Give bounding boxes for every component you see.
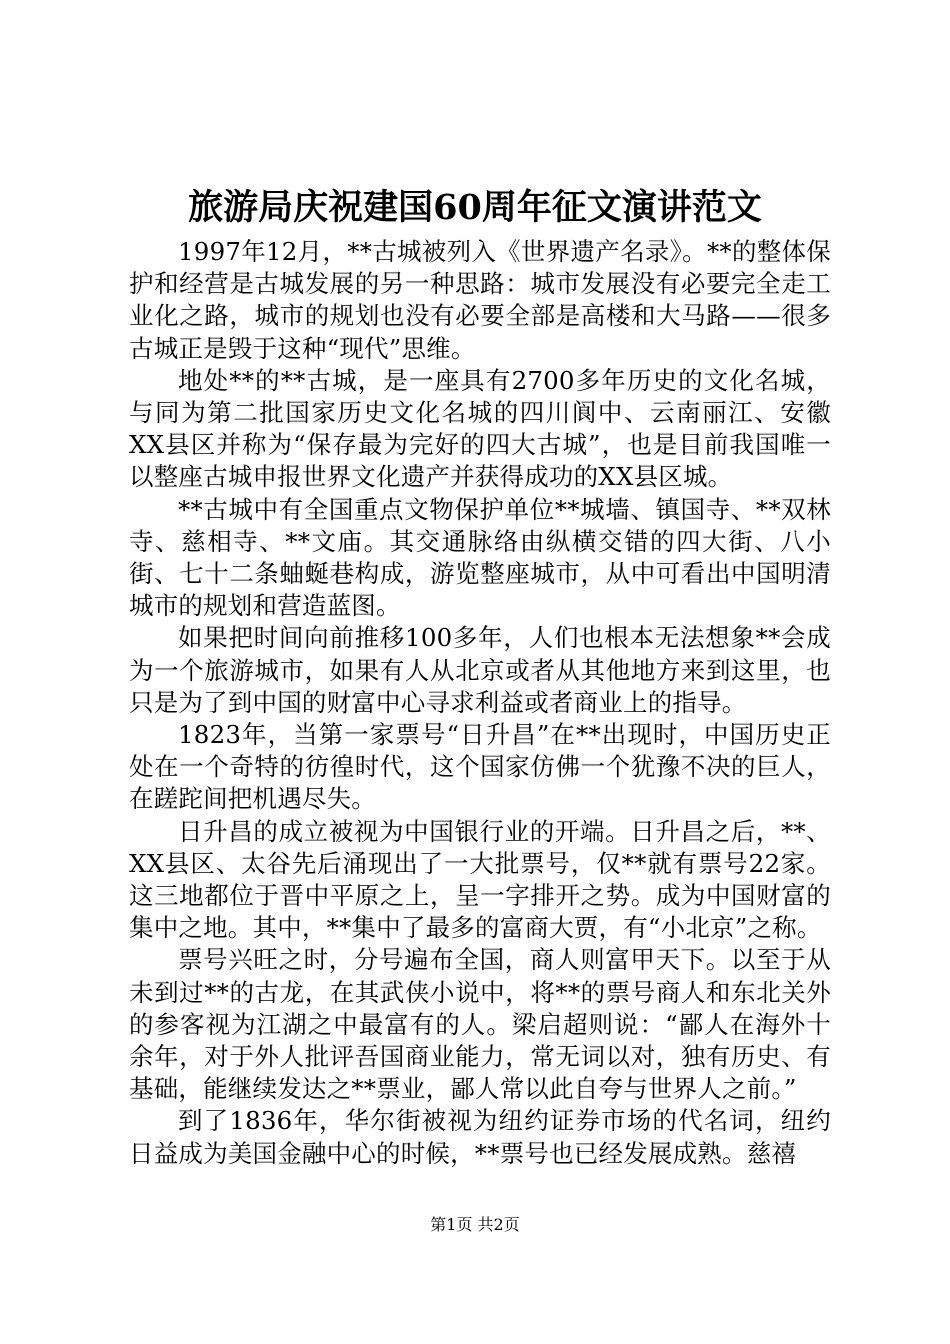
paragraph: 日升昌的成立被视为中国银行业的开端。日升昌之后，**、XX县区、太谷先后涌现出了一大批票号，仅**就有票号22家。这三地都位于晋中平原之上，呈一字排开之势。成为中国财富的集中之地。其中，**集中了最多的富商大贾，有“小北京”之称。	[129, 816, 831, 943]
paragraph: **古城中有全国重点文物保护单位**城墙、镇国寺、**双林寺、慈相寺、**文庙。其交通脉络由纵横交错的四大街、八小街、七十二条蚰蜒巷构成，游览整座城市，从中可看出中国明清城市的规划和营造蓝图。	[129, 494, 831, 621]
paragraph: 1823年，当第一家票号“日升昌”在**出现时，中国历史正处在一个奇特的彷徨时代，这个国家仿佛一个犹豫不决的巨人，在蹉跎间把机遇尽失。	[129, 720, 831, 814]
paragraph: 地处**的**古城，是一座具有2700多年历史的文化名城，与同为第二批国家历史文化名城的四川阆中、云南丽江、安徽XX县区并称为“保存最为完好的四大古城”，也是目前我国唯一以整座古城申报世界文化遗产并获得成功的XX县区城。	[129, 365, 831, 492]
page-footer: 第1页 共2页	[430, 1215, 520, 1234]
paragraph: 如果把时间向前推移100多年，人们也根本无法想象**会成为一个旅游城市，如果有人从北京或者从其他地方来到这里，也只是为了到中国的财富中心寻求利益或者商业上的指导。	[129, 623, 831, 717]
paragraph: 1997年12月，**古城被列入《世界遗产名录》。**的整体保护和经营是古城发展的另一种思路：城市发展没有必要完全走工业化之路，城市的规划也没有必要全部是高楼和大马路——很多古城正是毁于这种“现代”思维。	[129, 237, 831, 363]
paragraph: 票号兴旺之时，分号遍布全国，商人则富甲天下。以至于从未到过**的古龙，在其武侠小说中，将**的票号商人和东北关外的参客视为江湖之中最富有的人。梁启超则说：“鄙人在海外十余年，对于外人批评吾国商业能力，常无词以对，独有历史、有基础，能继续发达之**票业，鄙人常以此自夸与世界人之前。”	[129, 945, 831, 1104]
document-title: 旅游局庆祝建国60周年征文演讲范文	[188, 187, 762, 228]
paragraph: 到了1836年，华尔街被视为纽约证券市场的代名词，纽约日益成为美国金融中心的时候，**票号也已经发展成熟。慈禧	[129, 1106, 831, 1168]
document-body	[129, 236, 831, 1170]
